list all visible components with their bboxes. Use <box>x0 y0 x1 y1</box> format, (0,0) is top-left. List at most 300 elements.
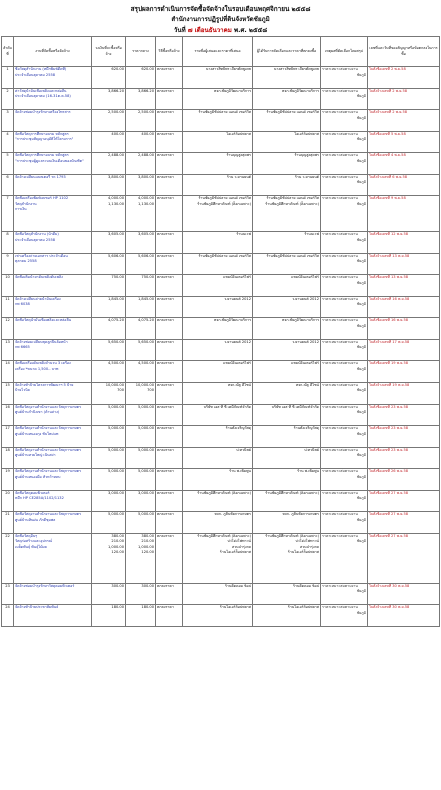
row-method <box>156 174 183 196</box>
row-winner <box>253 67 321 89</box>
row-winner-line: โอเอร์ก็อปพลาส <box>294 131 319 136</box>
row-item <box>14 88 92 110</box>
row-budget-line: 5,000.00 <box>107 512 124 516</box>
row-reason-line: ราคาเหมาะสมตามงาน <box>322 88 358 93</box>
row-bidders <box>183 533 253 583</box>
row-contract <box>368 447 440 469</box>
row-median-line: 750.00 <box>141 275 154 279</box>
row-reason <box>321 131 368 153</box>
row-reason <box>321 196 368 232</box>
row-budget-line: 4,500.00 <box>107 361 124 365</box>
row-winner-line: หจก.ชัยภูมิวัฒนาบริการ <box>281 318 319 322</box>
row-item-line: ประจำเดือนตุลาคม (16-31ต.ค.58) <box>15 94 71 99</box>
table-row <box>2 605 440 627</box>
row-median-line: 5,000.00 <box>137 426 154 430</box>
row-number <box>2 339 14 361</box>
col-header-budget: วงเงินที่จะซื้อหรือจ้าง <box>92 37 126 67</box>
row-item-line: จัดซื้อวัสดุงานสำนักงานและวัสดุการเกษตร <box>15 512 82 516</box>
row-budget-line: 5,650.00 <box>107 339 124 344</box>
row-contract <box>368 426 440 448</box>
row-number-line: 19 <box>5 469 10 473</box>
row-contract <box>368 361 440 383</box>
row-number <box>2 490 14 512</box>
row-bidders <box>183 196 253 232</box>
row-contract-line: ใบสั่งซื้อเลขที่ 27 พ.ย.58 <box>369 512 409 516</box>
row-item <box>14 153 92 175</box>
row-bidders <box>183 131 253 153</box>
row-median <box>126 153 156 175</box>
row-item-line: ป้ายไวนิล <box>15 388 30 393</box>
row-winner <box>253 605 321 627</box>
row-contract-line: ใบสั่งซื้อเลขที่ 2 พ.ย.58 <box>369 67 406 71</box>
row-contract-line: ใบสั่งซื้อเลขที่ 27 พ.ย.58 <box>369 533 409 538</box>
row-budget-line: 1,130.00 <box>107 201 124 206</box>
col-header-median: ราคากลาง <box>126 37 156 67</box>
row-method-line: ตกลงราคา <box>157 605 174 609</box>
row-budget <box>92 296 126 318</box>
table-row <box>2 296 440 318</box>
row-method <box>156 153 183 175</box>
row-method <box>156 88 183 110</box>
row-contract-line: ใบสั่งจ้างเลขที่ 30 พ.ย.58 <box>369 605 410 609</box>
row-contract-line: ใบสั่งจ้างเลขที่ 6 พ.ย.58 <box>369 174 408 179</box>
row-item-line: จัดซื้อวัสดุงานสำนักงานและวัสดุการเกษตร <box>15 469 82 473</box>
row-item <box>14 469 92 491</box>
table-row <box>2 583 440 605</box>
row-number-line: 20 <box>5 490 10 495</box>
row-method-line: ตกลงราคา <box>157 174 174 179</box>
row-number <box>2 404 14 426</box>
row-winner <box>253 131 321 153</box>
row-contract-line: ใบสั่งซื้อเลขที่ 12 พ.ย.58 <box>369 232 409 236</box>
row-median-line: 2,488.00 <box>137 153 154 157</box>
row-item <box>14 296 92 318</box>
row-contract-line: ใบสั่งซื้อเลขที่ 5 พ.ย.58 <box>369 131 406 136</box>
date-year: พ.ศ. ๒๕๕๘ <box>234 27 268 34</box>
row-method-line: ตกลงราคา <box>157 426 174 430</box>
row-bidders-line: ร้านชัยภูมิศึกษาภัณฑ์ (ล็อกเฉพาะ) <box>197 533 251 538</box>
row-budget-line: 4,000.00 <box>107 196 124 200</box>
row-item-line: จัดซื้อวัสดุอื่นๆ <box>15 533 38 538</box>
table-row <box>2 318 440 340</box>
row-median <box>126 174 156 196</box>
row-winner <box>253 174 321 196</box>
row-reason-line: ราคาเหมาะสมตามงาน <box>322 67 358 71</box>
row-reason-line: ราคาเหมาะสมตามงาน <box>322 275 358 279</box>
row-winner-line: ร้านโอเอร์ก็อปพลาส <box>287 550 319 555</box>
row-number <box>2 67 14 89</box>
row-median-line: 5,650.00 <box>137 339 154 344</box>
row-median <box>126 382 156 404</box>
row-contract <box>368 253 440 275</box>
row-method-line: ตกลงราคา <box>157 67 174 71</box>
row-reason <box>321 382 368 404</box>
row-item <box>14 110 92 132</box>
table-row <box>2 174 440 196</box>
row-reason-line: ชัยภูมิ <box>356 589 366 594</box>
row-median <box>126 605 156 627</box>
row-item <box>14 382 92 404</box>
row-median-line: 700 <box>147 388 154 393</box>
row-budget-line: 400.00 <box>111 131 124 136</box>
row-median <box>126 110 156 132</box>
row-bidders-line: ร้าน พ.เพิ่มพูน <box>229 469 251 473</box>
row-median-line: 10,000.00 <box>135 382 154 387</box>
row-reason <box>321 512 368 534</box>
row-median-line: 3,605.00 <box>137 232 154 236</box>
row-budget-line: 210.00 <box>111 539 124 544</box>
row-number <box>2 361 14 383</box>
row-median-line: 300.00 <box>141 583 154 588</box>
row-bidders <box>183 232 253 254</box>
row-winner-line: ร้านบุญสูงสุดพร <box>294 153 319 157</box>
row-reason-line: ชัยภูมิ <box>356 517 366 522</box>
row-number-line: 17 <box>5 426 10 430</box>
row-reason <box>321 533 368 583</box>
row-budget <box>92 382 126 404</box>
row-bidders <box>183 583 253 605</box>
row-winner <box>253 296 321 318</box>
row-number-line: 15 <box>5 382 10 387</box>
row-item <box>14 131 92 153</box>
col-header-reason: เหตุผลที่คัดเลือกโดยสรุป <box>321 37 368 67</box>
report-date <box>0 25 441 35</box>
row-budget <box>92 196 126 232</box>
row-contract-line: ใบสั่งซื้อเลขที่ 23 พ.ย.58 <box>369 404 409 409</box>
row-item-line: จัดซื้อวัสดุงานสำนักงานและวัสดุการเกษตร <box>15 447 82 452</box>
row-number-line: 9 <box>6 253 9 258</box>
row-item-line: จัดซื้อวัสดุงานสำนักงานและวัสดุการเกษตร <box>15 426 82 430</box>
row-budget-line: 5,000.00 <box>107 404 124 409</box>
table-row <box>2 153 440 175</box>
row-winner <box>253 153 321 175</box>
row-method <box>156 339 183 361</box>
row-winner <box>253 382 321 404</box>
row-reason-line: ราคาเหมาะสมตามงาน <box>322 533 358 538</box>
row-reason-line: ราคาเหมาะสมตามงาน <box>322 469 358 473</box>
row-contract-line: ใบสั่งซื้อเลขที่ 4 พ.ย.58 <box>369 153 406 157</box>
date-value: ๗ เดือนธันวาคม <box>187 27 232 34</box>
row-contract-line: ใบสั่งซื้อเลขที่ 27 พ.ย.58 <box>369 490 409 495</box>
row-winner <box>253 318 321 340</box>
row-budget-line: 750.00 <box>111 275 124 279</box>
row-contract <box>368 318 440 340</box>
row-median <box>126 447 156 469</box>
table-row <box>2 88 440 110</box>
row-reason-line: ชัยภูมิ <box>356 201 366 206</box>
row-number-line: 14 <box>5 361 10 365</box>
row-winner-line: หจก. ภูสินชัยการเกษตร <box>282 512 319 516</box>
row-method <box>156 253 183 275</box>
row-method-line: ตกลงราคา <box>157 253 174 258</box>
row-item-line: จัดซื้อวัสดุสำนักงาน (น้ำดื่ม) <box>15 232 59 236</box>
row-reason-line: ราคาเหมาะสมตามงาน <box>322 253 358 258</box>
row-method <box>156 196 183 232</box>
row-reason-line: ชัยภูมิ <box>356 610 366 615</box>
row-bidders <box>183 110 253 132</box>
row-bidders-line: ร้านนเวฟ <box>236 232 251 236</box>
row-bidders <box>183 88 253 110</box>
row-median <box>126 275 156 297</box>
row-bidders <box>183 512 253 534</box>
row-bidders-line: หจก.ณัฐ ดีไซน์ <box>227 382 251 387</box>
row-item <box>14 67 92 89</box>
row-budget <box>92 275 126 297</box>
row-number-line: 4 <box>6 131 9 136</box>
row-method <box>156 275 183 297</box>
row-item-line: กพ 6665 <box>15 345 30 350</box>
row-bidders-line: ร้านโอเอร์ก็อปพลาส <box>219 605 251 609</box>
row-contract <box>368 196 440 232</box>
row-median <box>126 533 156 583</box>
row-reason-line: ชัยภูมิ <box>356 366 366 371</box>
row-method-line: ตกลงราคา <box>157 318 174 322</box>
row-reason-line: ชัยภูมิ <box>356 115 366 120</box>
row-winner-line: ร้านคิดดอม ช็อป <box>292 583 319 588</box>
row-contract <box>368 512 440 534</box>
row-item-line: ศูนย์บ้านหวยใหญ่ เนินสง่า <box>15 453 56 458</box>
row-median-line: 180.00 <box>141 605 154 609</box>
row-winner-line: ร้านโอเอร์ก็อปพลาส <box>287 605 319 609</box>
row-number-line: 13 <box>5 339 10 344</box>
row-winner <box>253 275 321 297</box>
row-number <box>2 153 14 175</box>
row-number-line: 12 <box>5 318 10 322</box>
row-item-line: กพ 6038 <box>15 302 30 307</box>
row-budget <box>92 469 126 491</box>
row-reason-line: ชัยภูมิ <box>356 474 366 479</box>
row-contract <box>368 469 440 491</box>
row-item-line: เครื่อง *ขนาด 1,500.- บาท <box>15 366 59 371</box>
row-method <box>156 426 183 448</box>
row-median-line: 400.00 <box>141 131 154 136</box>
agency-name: สำนักงานการปฏิรูปที่ดินจังหวัดชัยภูมิ <box>171 16 270 23</box>
row-reason-line: ชัยภูมิ <box>356 496 366 501</box>
table-row <box>2 469 440 491</box>
row-number-line: 2 <box>6 88 9 93</box>
row-reason-line: ราคาเหมาะสมตามงาน <box>322 404 358 409</box>
row-median-line: 1,845.00 <box>137 296 154 301</box>
row-winner <box>253 490 321 512</box>
row-item-line: ค่าวัสดุน้ำมันเชื้อเพลิงและหล่อลื่น <box>15 88 67 93</box>
row-budget-line: 4,075.20 <box>107 318 124 322</box>
row-median-line: 1,000.00 <box>137 544 154 549</box>
row-item-line: จัดซื้อเติมน้ำยาดับเพลิงดับเพลิง <box>15 275 63 279</box>
row-budget <box>92 88 126 110</box>
row-reason-line: ราคาเหมาะสมตามงาน <box>322 426 358 430</box>
row-median <box>126 469 156 491</box>
row-number <box>2 275 14 297</box>
row-budget-line: 700 <box>117 388 124 393</box>
row-item-line: จัดจ้างเปลี่ยนถ่ายน้ำมันเครื่อง <box>15 296 61 301</box>
row-bidders-line: ร้านคิดดอม ช็อป <box>224 583 251 588</box>
row-winner-line: บริษัท เอส ที ซี เคมีภัณฑ์จำกัด <box>271 404 319 409</box>
row-winner <box>253 512 321 534</box>
row-bidders-line: ว.ยานยนต์ 2012 <box>224 296 251 301</box>
row-bidders <box>183 469 253 491</box>
row-method-line: ตกลงราคา <box>157 153 174 157</box>
table-row <box>2 339 440 361</box>
row-budget <box>92 131 126 153</box>
row-item-line: จัดจ้างซ่อมบำรุงรักษาวัสดุคอมพิวเตอร์ <box>15 583 75 588</box>
row-reason-line: ชัยภูมิ <box>356 539 366 544</box>
row-winner <box>253 232 321 254</box>
row-budget <box>92 339 126 361</box>
row-reason-line: ราคาเหมาะสมตามงาน <box>322 512 358 516</box>
row-method-line: ตกลงราคา <box>157 404 174 409</box>
row-method-line: ตกลงราคา <box>157 469 174 473</box>
row-budget <box>92 232 126 254</box>
row-number-line: 10 <box>5 275 10 279</box>
row-reason-line: ราคาเหมาะสมตามงาน <box>322 174 358 179</box>
row-reason <box>321 275 368 297</box>
row-item <box>14 318 92 340</box>
row-reason-line: ชัยภูมิ <box>356 453 366 458</box>
row-reason <box>321 583 368 605</box>
row-winner <box>253 583 321 605</box>
row-item <box>14 232 92 254</box>
row-number-line: 5 <box>6 153 9 157</box>
row-median-line: 1,130.00 <box>137 201 154 206</box>
row-bidders-line: ร้าน ว.ยานยนต์ <box>226 174 251 179</box>
row-contract <box>368 533 440 583</box>
row-number <box>2 533 14 583</box>
row-budget-line: 3,000.00 <box>107 490 124 495</box>
row-item-line: จัดซื้อวัสดุน้ำมันเชื้อเพลิงและหล่อลื่น <box>15 318 72 322</box>
row-number <box>2 318 14 340</box>
row-median <box>126 67 156 89</box>
row-median-line: 620.00 <box>141 67 154 71</box>
row-median <box>126 296 156 318</box>
row-item-line: ศูนย์บ้านกำปังเขา (ด้านล่าง) <box>15 410 60 415</box>
row-contract <box>368 296 440 318</box>
row-budget <box>92 490 126 512</box>
row-bidders <box>183 275 253 297</box>
row-number <box>2 512 14 534</box>
row-item-line: จัดจ้างซ่อมบำรุงรักษาเครื่องโทรสาร <box>15 110 71 114</box>
row-contract-line: ใบสั่งซื้อเลขที่ 26 พ.ย.58 <box>369 469 409 473</box>
row-item-line: ศูนย์บ้านหนองผือ หัวหว้าหลบ <box>15 474 61 479</box>
row-winner <box>253 469 321 491</box>
row-reason-line: ราคาเหมาะสมตามงาน <box>322 232 358 236</box>
row-number <box>2 110 14 132</box>
row-winner-line: ร้าน ว.ยานยนต์ <box>294 174 319 179</box>
row-bidders-line: ร้านชัยภูมิศึกษาภัณฑ์ (ล็อกเฉพาะ) <box>197 490 251 495</box>
row-method <box>156 447 183 469</box>
row-budget-line: 620.00 <box>111 67 124 71</box>
row-budget <box>92 447 126 469</box>
row-method <box>156 361 183 383</box>
row-bidders <box>183 174 253 196</box>
row-winner <box>253 253 321 275</box>
row-budget <box>92 361 126 383</box>
row-item-line: ศูนย์บ้านหินฝน ภักดีชุมพล <box>15 517 56 522</box>
row-item-line: จัดจ้างเปลี่ยนแบตเตอรี่ รถ 1793 <box>15 174 66 179</box>
row-budget <box>92 533 126 583</box>
row-number <box>2 583 14 605</box>
table-row <box>2 533 440 583</box>
row-budget-line: 1,845.00 <box>107 296 124 301</box>
row-reason <box>321 469 368 491</box>
row-contract <box>368 382 440 404</box>
row-item <box>14 253 92 275</box>
row-contract-line: ใบสั่งจ้างเลขที่ 17 พ.ย.58 <box>369 339 410 344</box>
row-item-line: จัดจ้างทำป้ายโครงการพัฒนาฯ 5 ป้าย <box>15 382 74 387</box>
row-contract <box>368 583 440 605</box>
row-item-line: จัดซื้อวัสดุการศึกษาอบรม หลักสูตร <box>15 131 69 136</box>
row-item-line: "การประชุมสัญญาอนุมัติให้โครงการ" <box>15 137 74 142</box>
row-item-line: ซื้อวัสดุสำนักงาน (หมึกพิมพ์ดีดที่) <box>15 67 67 71</box>
row-median-line: 2,500.00 <box>137 110 154 114</box>
row-contract-line: ใบสั่งซื้อเลขที่ 16 พ.ย.58 <box>369 318 409 322</box>
row-method <box>156 583 183 605</box>
row-reason-line: ชัยภูมิ <box>356 137 366 142</box>
row-winner-line: ร้าน พ.เพิ่มพูน <box>297 469 319 473</box>
row-contract-line: ใบสั่งจ้างเลขที่ 13 พ.ย.58 <box>369 253 410 258</box>
row-method <box>156 469 183 491</box>
row-item <box>14 490 92 512</box>
row-item <box>14 605 92 627</box>
row-budget <box>92 605 126 627</box>
row-reason <box>321 490 368 512</box>
row-median-line: 4,000.00 <box>137 196 154 200</box>
row-reason-line: ชัยภูมิ <box>356 158 366 163</box>
row-bidders <box>183 253 253 275</box>
table-row <box>2 426 440 448</box>
row-number <box>2 196 14 232</box>
row-reason <box>321 153 368 175</box>
row-contract <box>368 605 440 627</box>
row-method-line: ตกลงราคา <box>157 583 174 588</box>
row-winner-line: ร้านตั้งเจริญวัสดุ <box>293 426 319 430</box>
row-bidders <box>183 426 253 448</box>
row-bidders-line: ว.ยานยนต์ 2012 <box>224 339 251 344</box>
row-item-line: ตุลาคม 2558 <box>15 259 37 264</box>
row-bidders-line: ป.ทวนิชย์ <box>236 447 251 452</box>
row-contract <box>368 131 440 153</box>
row-bidders-line: หจก.ชัยภูมิวัฒนาบริการ <box>213 318 251 322</box>
row-item-line: เมล็ดพันธุ์ พันธุ์ไม้ผล <box>15 544 47 549</box>
row-method <box>156 404 183 426</box>
row-reason <box>321 318 368 340</box>
row-item-line: จัดซื้อเครื่องพิมพ์เลเซอร์ HP 1102 <box>15 196 69 200</box>
row-number-line: 8 <box>6 232 9 236</box>
row-contract <box>368 88 440 110</box>
row-median <box>126 253 156 275</box>
row-method-line: ตกลงราคา <box>157 275 174 279</box>
row-method-line: ตกลงราคา <box>157 131 174 136</box>
row-item-line: จัดจ้างซ่อมเปลี่ยนชุดลูกปืนล้อหน้า <box>15 339 68 344</box>
row-method <box>156 296 183 318</box>
row-winner <box>253 426 321 448</box>
row-method-line: ตกลงราคา <box>157 447 174 452</box>
row-budget <box>92 512 126 534</box>
row-median <box>126 361 156 383</box>
row-winner-line: ร้านชัยภูมิซัปปลาย แอนด์ เซอร์วิส <box>266 110 319 114</box>
row-median-line: 210.00 <box>141 539 154 544</box>
table-row <box>2 110 440 132</box>
row-median-line: 4,500.00 <box>137 361 154 365</box>
row-median <box>126 426 156 448</box>
row-reason-line: ราคาเหมาะสมตามงาน <box>322 296 358 301</box>
col-header-method: วิธีซื้อหรือจ้าง <box>156 37 183 67</box>
table-row <box>2 512 440 534</box>
row-median-line: 5,000.00 <box>137 404 154 409</box>
row-reason <box>321 110 368 132</box>
row-bidders-line: ร้านชัยภูมิซัปปลาย แอนด์ เซอร์วิส <box>198 253 251 258</box>
row-item <box>14 361 92 383</box>
row-reason <box>321 404 368 426</box>
